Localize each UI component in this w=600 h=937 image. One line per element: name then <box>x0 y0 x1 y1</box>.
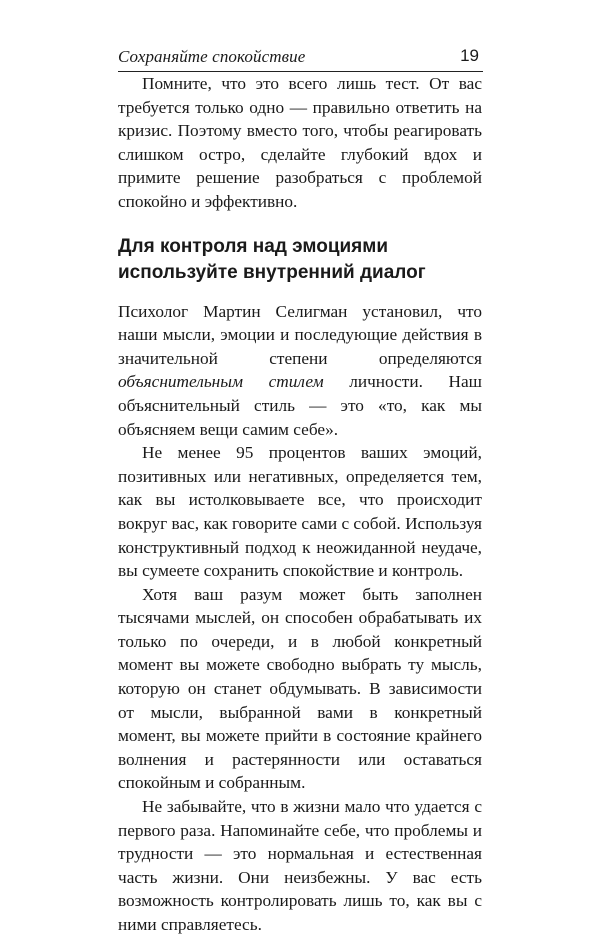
heading-line-1: Для контроля над эмоциями <box>118 235 389 257</box>
paragraph-emotions: Не менее 95 процентов ваших эмоций, позитивных или негативных, определяется тем, как вы истолковываете все, что происходит вокруг вас, как говорите сами с собой. Используя конструктивный подход к неожиданной неудаче, вы сумеете сохранить спокойствие и контроль. <box>118 443 483 581</box>
paragraph-mind: Хотя ваш разум может быть заполнен тысячами мыслей, он способен обрабатывать их только по очереди, и в любой конкретный момент вы можете свободно выбрать ту мысль, которую он станет обдумывать. В зависимости от мысли, выбранной вами в конкретный момент, вы можете прийти в состояние крайнего волнения и растерянности или оставаться спокойным и собранным. <box>118 584 482 793</box>
explanatory-style-term: объяснительным стилем <box>118 372 324 392</box>
paragraph-seligman-part1: Психолог Мартин Селигман установил, что наши мысли, эмоции и последующие действия в значительной степени определяются <box>118 301 482 368</box>
paragraph-seligman <box>118 300 482 442</box>
paragraph-seligman-part2: личности. Наш объяснительный стиль — это «то, как мы объясняем вещи самим себе». <box>118 372 482 439</box>
heading-line-2: используйте внутренний диалог <box>118 261 426 283</box>
body-text <box>118 72 482 937</box>
section-heading <box>118 234 482 286</box>
paragraph-remember: Не забывайте, что в жизни мало что удается с первого раза. Напоминайте себе, что проблемы и трудности — это нормальная и естественная часть жизни. Они неизбежны. У вас есть возможность контролировать лишь то, как вы с ними справляетесь. <box>118 797 482 934</box>
page-number: 19 <box>460 46 479 65</box>
intro-paragraph: Помните, что это всего лишь тест. От вас требуется только одно — правильно ответить на кризис. Поэтому вместо того, чтобы реагировать слишком остро, сделайте глубокий вдох и примите решение разобраться с проблемой спокойно и эффективно. <box>118 74 482 211</box>
running-title: Сохраняйте спокойствие <box>118 47 306 66</box>
running-header <box>118 41 483 72</box>
